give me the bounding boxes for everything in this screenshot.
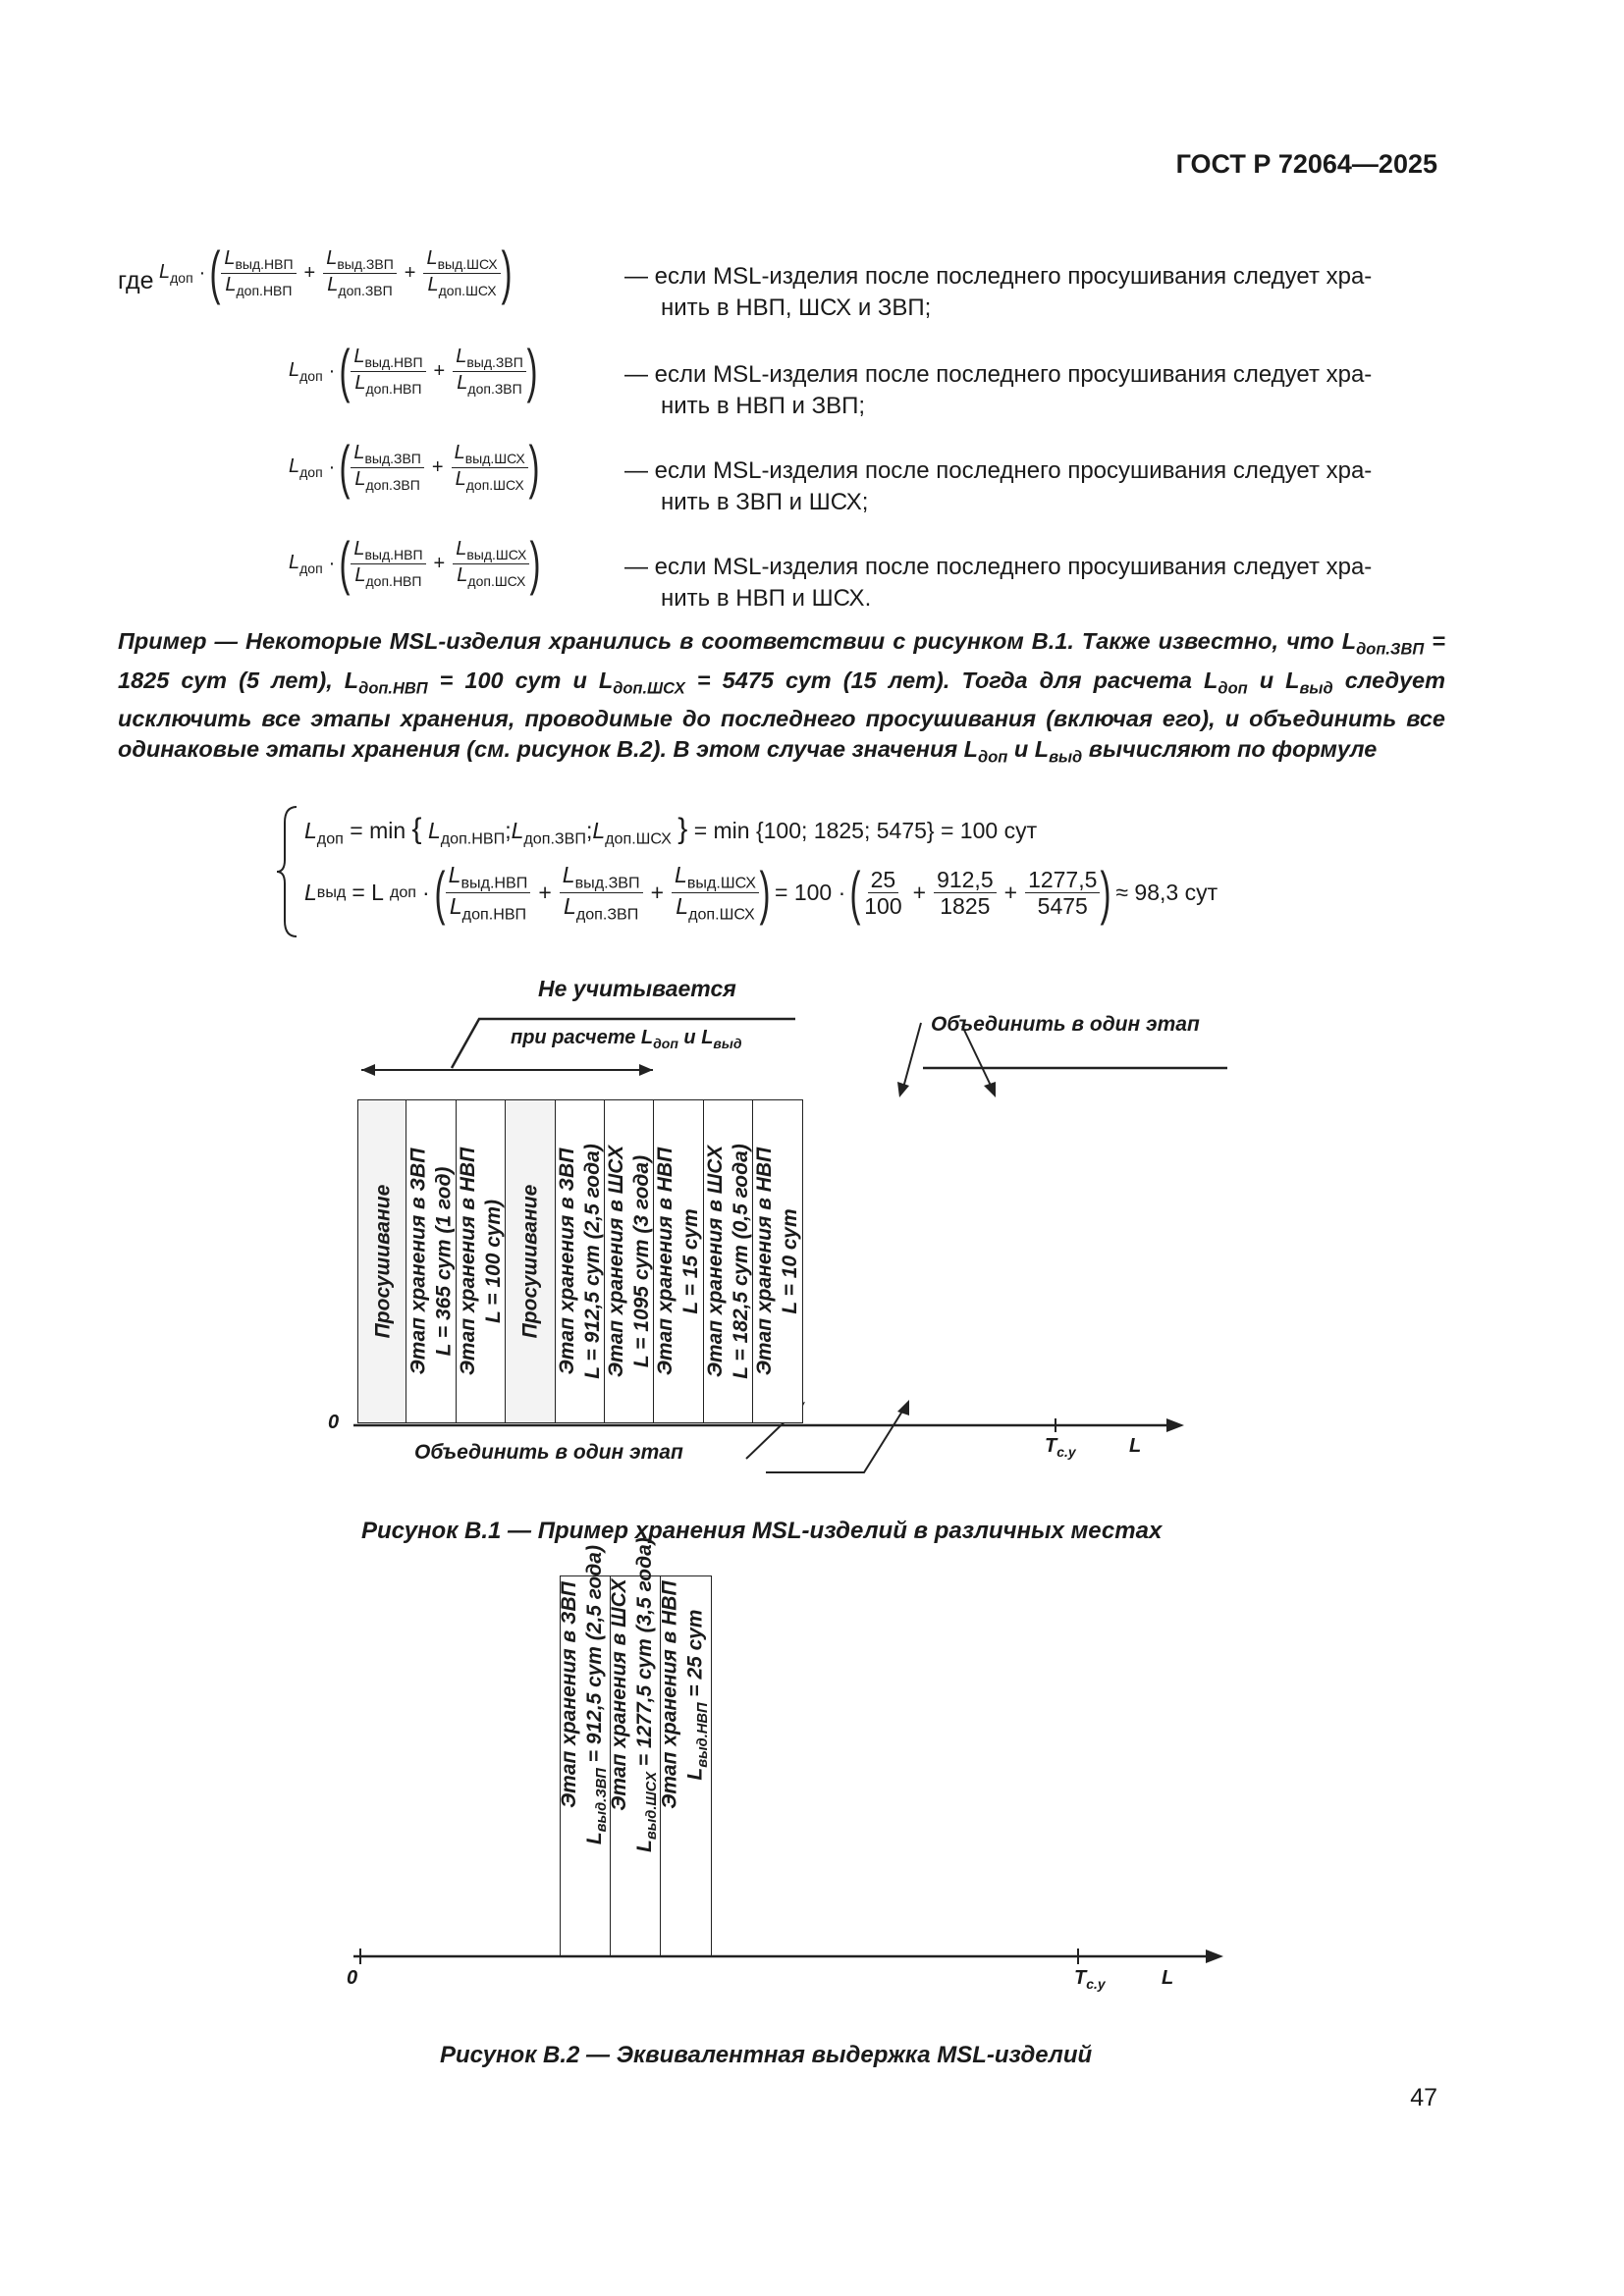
figure-b2-caption: Рисунок В.2 — Эквивалентная выдержка MSL-изделий [440,2042,1093,2068]
stage-label [752,1148,803,1375]
formula-4 [289,530,541,596]
math-symbol: L [354,467,366,490]
example-sub: доп.НВП [358,679,428,698]
example-text: = 1825 сут (5 лет), L [118,628,1445,693]
plus-sign: + [433,359,446,382]
left-paren: ( [209,240,221,305]
stage-label-wrap [558,1544,612,1844]
system-row-2 [304,859,1223,926]
when-calc-text: при расчете L [511,1027,654,1048]
stage-duration-value: = 912,5 сут (2,5 года) [583,1544,607,1768]
left-paren: ( [339,530,351,596]
stage-title: Этап хранения в ШСХ [605,1145,628,1378]
math-subscript: доп.ЗВП [575,905,639,924]
t-sub: с.у [1056,1444,1076,1460]
stage-box [406,1099,456,1423]
stage-label [654,1148,705,1375]
stage-box [558,1544,611,1956]
fraction-denominator [454,372,524,397]
figure-b2 [334,1536,1237,2002]
fraction-denominator: 5475 [1037,893,1088,920]
fraction-numerator: 25 [868,867,899,893]
math-subscript: выд.ШСХ [437,256,498,273]
math-symbol: L [564,893,576,920]
example-text: = 5475 сут (15 лет). Тогда для расчета L [684,667,1218,693]
stage-box [753,1099,802,1423]
math-symbol: L [159,260,171,283]
math-subscript: выд.ШСХ [464,451,525,467]
stage-duration: L = 912,5 сут (2,5 года) [580,1144,604,1379]
equation-system [275,803,1316,940]
mult-dot: · [328,455,336,478]
math-symbol: L [456,346,467,368]
stage-label-wrap [556,1099,605,1423]
math-subscript: доп [299,560,323,576]
stage-title: Этап хранения в ШСХ [607,1578,630,1811]
math-symbol: L [353,538,365,561]
stage-box [357,1099,406,1423]
formula-lhs [289,552,323,576]
axis-label: L [1129,1435,1142,1457]
fraction-numerator [672,862,759,893]
stage-duration: L = 10 сут [779,1208,802,1314]
mult-dot: · [328,359,336,382]
stage-title: Этап хранения в НВП [753,1147,777,1376]
example-text: Пример — Некоторые MSL-изделия хранились в соответствии с рисунком В.1. Также известно, что L [118,628,1357,654]
fraction-numerator [453,346,526,371]
plus-sign: + [912,880,927,906]
stage-duration: L = 365 сут (1 год) [432,1166,456,1357]
eq-symbol: L [427,818,441,843]
t-text: T [1074,1967,1087,1989]
fraction [861,867,904,920]
stage-label [607,1537,665,1852]
formula-lhs [159,261,193,286]
eq-result: = min {100; 1825; 5475} = 100 сут [693,818,1038,843]
stage-label-wrap [658,1576,712,1813]
math-symbol: L [454,442,465,464]
stage-duration-symbol: L [583,1831,607,1844]
example-sub: выд [1299,679,1333,698]
example-text: = 100 сут и L [427,667,614,693]
formula-description: нить в НВП, ШСХ и ЗВП; [661,294,932,321]
math-symbol: L [326,247,338,270]
fraction-denominator [454,564,528,589]
eq-sub: доп.ШСХ [605,829,672,848]
fraction [351,442,424,492]
stage-label [456,1148,507,1375]
math-symbol: L [353,346,365,368]
right-paren: ) [529,530,541,596]
formula-description: нить в НВП и ШСХ. [661,585,872,612]
stage-box [658,1575,712,1956]
stage-label-wrap [753,1099,802,1423]
formula-3 [289,434,540,500]
eq-text: = L [352,880,384,906]
merge-top-label: Объединить в один этап [931,1013,1200,1036]
math-symbol: L [562,862,575,887]
stage-top-border [357,1099,803,1100]
fraction-numerator: 912,5 [934,867,997,893]
stage-label [370,1185,396,1339]
fraction-numerator [323,247,397,273]
math-subscript: доп.НВП [365,572,422,589]
plus-sign: + [431,455,444,478]
right-paren: ) [759,859,771,926]
example-text: следует исключить все этапы хранения, проводимые до последнего просушивания (включая его), и объединить все одинаковые этапы хранения (см. рисунок В.2). В этом случае значения L [118,667,1446,763]
stage-label-wrap [406,1099,456,1423]
stage-title: Этап хранения в НВП [654,1147,677,1376]
stage-title: Этап хранения в ЗВП [406,1148,430,1375]
math-subscript: доп.НВП [461,905,527,924]
math-symbol: L [225,273,237,295]
fraction [560,862,643,924]
math-symbol: L [224,247,236,270]
left-paren: ( [434,859,446,926]
stage-box [605,1099,654,1423]
plus-sign: + [433,552,446,574]
mult-dot: · [422,880,430,906]
math-subscript: доп.НВП [365,380,422,397]
math-symbol: L [289,551,300,573]
math-subscript: доп.ШСХ [467,572,526,589]
fraction-numerator [452,442,528,467]
fraction-numerator [351,442,424,467]
fraction [351,346,425,396]
right-paren: ) [1100,859,1111,926]
t-label [1045,1435,1076,1460]
math-subscript: доп.ШСХ [438,282,497,298]
not-counted-label: Не учитывается [538,976,736,1001]
math-symbol: L [427,273,439,295]
formula-lhs [289,359,323,384]
right-paren: ) [501,240,513,305]
formula-description: — если MSL-изделия после последнего просушивания следует хра- [624,263,1373,290]
when-calc-label [511,1027,742,1051]
plus-sign: + [538,880,552,906]
when-calc-text: и L [677,1027,714,1048]
math-symbol: L [354,563,366,586]
left-paren: ( [339,434,351,500]
fraction [453,538,529,588]
stage-title: Просушивание [518,1184,542,1339]
fraction [423,247,500,297]
stage-box [654,1099,703,1423]
math-subscript: выд.НВП [460,874,528,892]
math-subscript: доп.ЗВП [467,380,522,397]
stage-box [607,1536,662,1956]
when-calc-sub: доп [653,1036,678,1051]
math-symbol: L [354,371,366,394]
stage-label-wrap [358,1099,407,1423]
stage-duration: L = 100 сут) [481,1200,505,1324]
fraction-denominator [352,468,422,493]
plus-sign: + [650,880,665,906]
left-paren: ( [849,859,861,926]
stage-label [703,1144,754,1379]
stage-label-wrap [457,1099,506,1423]
formula-description: нить в ЗВП и ШСХ; [661,489,869,515]
example-text: и L [1247,667,1300,693]
t-text: T [1045,1435,1057,1457]
example-sub: выд [1049,749,1083,768]
fraction-numerator [560,862,643,893]
eq-sub: доп.НВП [440,829,506,848]
math-symbol: L [353,442,365,464]
stage-duration-value: = 1277,5 сут (3,5 года) [632,1536,656,1772]
eq-symbol: L [511,818,524,843]
eq-symbol: L [304,818,317,843]
formula-1 [159,240,513,305]
right-paren: ) [528,434,540,500]
math-subscript: выд.ЗВП [574,874,640,892]
fraction [452,442,528,492]
math-subscript: доп.НВП [236,282,293,298]
example-paragraph [118,626,1445,774]
math-subscript: доп.ЗВП [338,282,393,298]
eq-sub: доп.ЗВП [523,829,586,848]
math-symbol: L [675,862,687,887]
stage-duration: L = 15 сут [679,1208,703,1314]
page-number: 47 [1410,2084,1437,2111]
plus-sign: + [1003,880,1018,906]
math-symbol: L [676,893,689,920]
figure-b1 [314,972,1237,1482]
math-subscript: выд.ШСХ [466,547,527,563]
math-symbol: L [448,862,461,887]
fraction [351,538,425,588]
stage-duration-sub: выд.ЗВП [594,1767,611,1832]
plus-sign: + [404,261,416,284]
stage-box [704,1099,753,1423]
fraction [934,867,997,920]
left-paren: ( [339,338,351,403]
stage-title: Этап хранения в НВП [658,1580,681,1809]
stage-duration-symbol: L [683,1767,707,1781]
stage-title: Этап хранения в ЗВП [558,1580,581,1808]
fraction [221,247,296,297]
stage-duration-sub: выд.ШСХ [643,1771,660,1840]
fraction-numerator [221,247,296,273]
example-text: и L [1007,736,1050,763]
fraction [1025,867,1100,920]
formula-description: — если MSL-изделия после последнего просушивания следует хра- [624,457,1373,484]
stage-title: Просушивание [371,1184,395,1339]
math-subscript: доп [389,883,416,902]
stage-label [517,1185,543,1339]
math-subscript: выд [316,883,347,902]
math-subscript: выд.ЗВП [466,354,523,371]
formula-description: — если MSL-изделия после последнего просушивания следует хра- [624,361,1373,388]
stage-label [555,1144,606,1379]
math-subscript: выд.НВП [364,547,423,563]
stage-label-wrap [605,1099,654,1423]
stage-duration-sub: выд.НВП [694,1702,711,1768]
fraction-denominator [561,893,641,924]
origin-label: 0 [347,1967,358,1989]
fraction-numerator [446,862,531,893]
eq-sub: доп [316,829,344,848]
fraction [446,862,531,924]
stage-label-wrap [607,1536,662,1852]
mult-dot: · [328,552,336,574]
stage-duration: L = 1095 сут (3 года) [630,1154,654,1368]
system-brace [275,803,304,940]
fraction [323,247,397,297]
eq-min: = min [350,818,406,843]
math-subscript: доп [170,269,193,286]
formula-2 [289,338,538,403]
fraction-denominator [453,468,527,493]
example-sub: доп [1218,679,1248,698]
stage-label-wrap [506,1099,555,1423]
math-symbol: L [289,358,300,381]
math-subscript: доп.ЗВП [365,476,420,493]
stage-title: Этап хранения в НВП [456,1147,479,1376]
fraction-denominator: 1825 [940,893,991,920]
formula-lhs [289,455,323,480]
fraction-denominator [673,893,758,924]
math-subscript: выд.ШСХ [686,874,757,892]
system-row-1: $L_{доп} = \min$ { $L_{доп.НВП};L_{доп.ЗВП};L_{доп.ШСХ}$ } = min {100; 1825; 5475} = 100 сут [304,813,1038,848]
document-header: ГОСТ Р 72064—2025 [1175,149,1437,179]
fraction-denominator [222,274,295,298]
math-symbol: L [327,273,339,295]
eq-result: ≈ 98,3 сут [1115,880,1218,906]
math-subscript: доп.ШСХ [465,476,524,493]
math-subscript: выд.ЗВП [364,451,421,467]
math-symbol: L [457,563,468,586]
fraction-denominator [324,274,395,298]
math-subscript: выд.НВП [364,354,423,371]
stage-label [657,1580,715,1808]
stage-label [604,1146,655,1377]
stage-box [506,1099,555,1423]
eq-text: = 100 · [775,880,846,906]
stage-label-wrap [704,1099,753,1423]
example-sub: доп.ЗВП [1356,640,1425,659]
fraction-denominator [425,274,500,298]
math-symbol: L [449,893,462,920]
math-subscript: выд.НВП [235,256,294,273]
formula-description: нить в НВП и ЗВП; [661,393,865,419]
fraction-numerator [351,538,425,563]
stage-duration-symbol: L [632,1839,656,1852]
math-subscript: доп.ШСХ [688,905,755,924]
math-subscript: доп [299,367,323,384]
fraction-denominator [352,564,424,589]
math-symbol: L [455,467,466,490]
fraction [453,346,526,396]
when-calc-sub: выд [713,1036,742,1051]
t-label [1074,1967,1106,1992]
fraction [672,862,759,924]
t-sub: с.у [1086,1976,1106,1992]
stage-title: Этап хранения в ШСХ [703,1145,727,1378]
stage-title: Этап хранения в ЗВП [555,1148,578,1375]
math-symbol: L [289,454,300,477]
axis-label: L [1162,1967,1174,1989]
figure-b1-caption: Рисунок В.1 — Пример хранения MSL-изделий в различных местах [361,1518,1163,1544]
fraction-numerator [351,346,425,371]
right-paren: ) [526,338,538,403]
example-sub: доп [978,749,1008,768]
fraction-numerator [453,538,529,563]
eq-symbol: L [592,818,606,843]
stage-box [457,1099,506,1423]
merge-bottom-label: Объединить в один этап [414,1441,683,1464]
example-sub: доп.ШСХ [613,679,685,698]
fraction-denominator [352,372,424,397]
fraction-numerator [423,247,500,273]
example-text: вычисляют по формуле [1082,736,1378,763]
stage-duration: L = 182,5 сут (0,5 года) [729,1144,752,1379]
stage-duration [682,1580,715,1808]
fraction-numerator: 1277,5 [1025,867,1100,893]
math-symbol: L [456,538,467,561]
stage-box [556,1099,605,1423]
math-symbol: L [304,880,317,906]
plus-sign: + [303,261,316,284]
mult-dot: · [198,261,206,284]
math-subscript: доп [299,463,323,480]
stage-label [406,1148,458,1375]
figure-b2-lines [334,1571,1237,2002]
stage-label-wrap [654,1099,703,1423]
fraction-denominator: 100 [864,893,902,920]
fraction-denominator [447,893,529,924]
math-symbol: L [426,247,438,270]
where-label: где [118,267,154,294]
formula-description: — если MSL-изделия после последнего просушивания следует хра- [624,554,1373,580]
math-symbol: L [457,371,468,394]
origin-label: 0 [328,1412,340,1433]
stage-duration-value: = 25 сут [683,1609,707,1703]
math-subscript: выд.ЗВП [337,256,394,273]
